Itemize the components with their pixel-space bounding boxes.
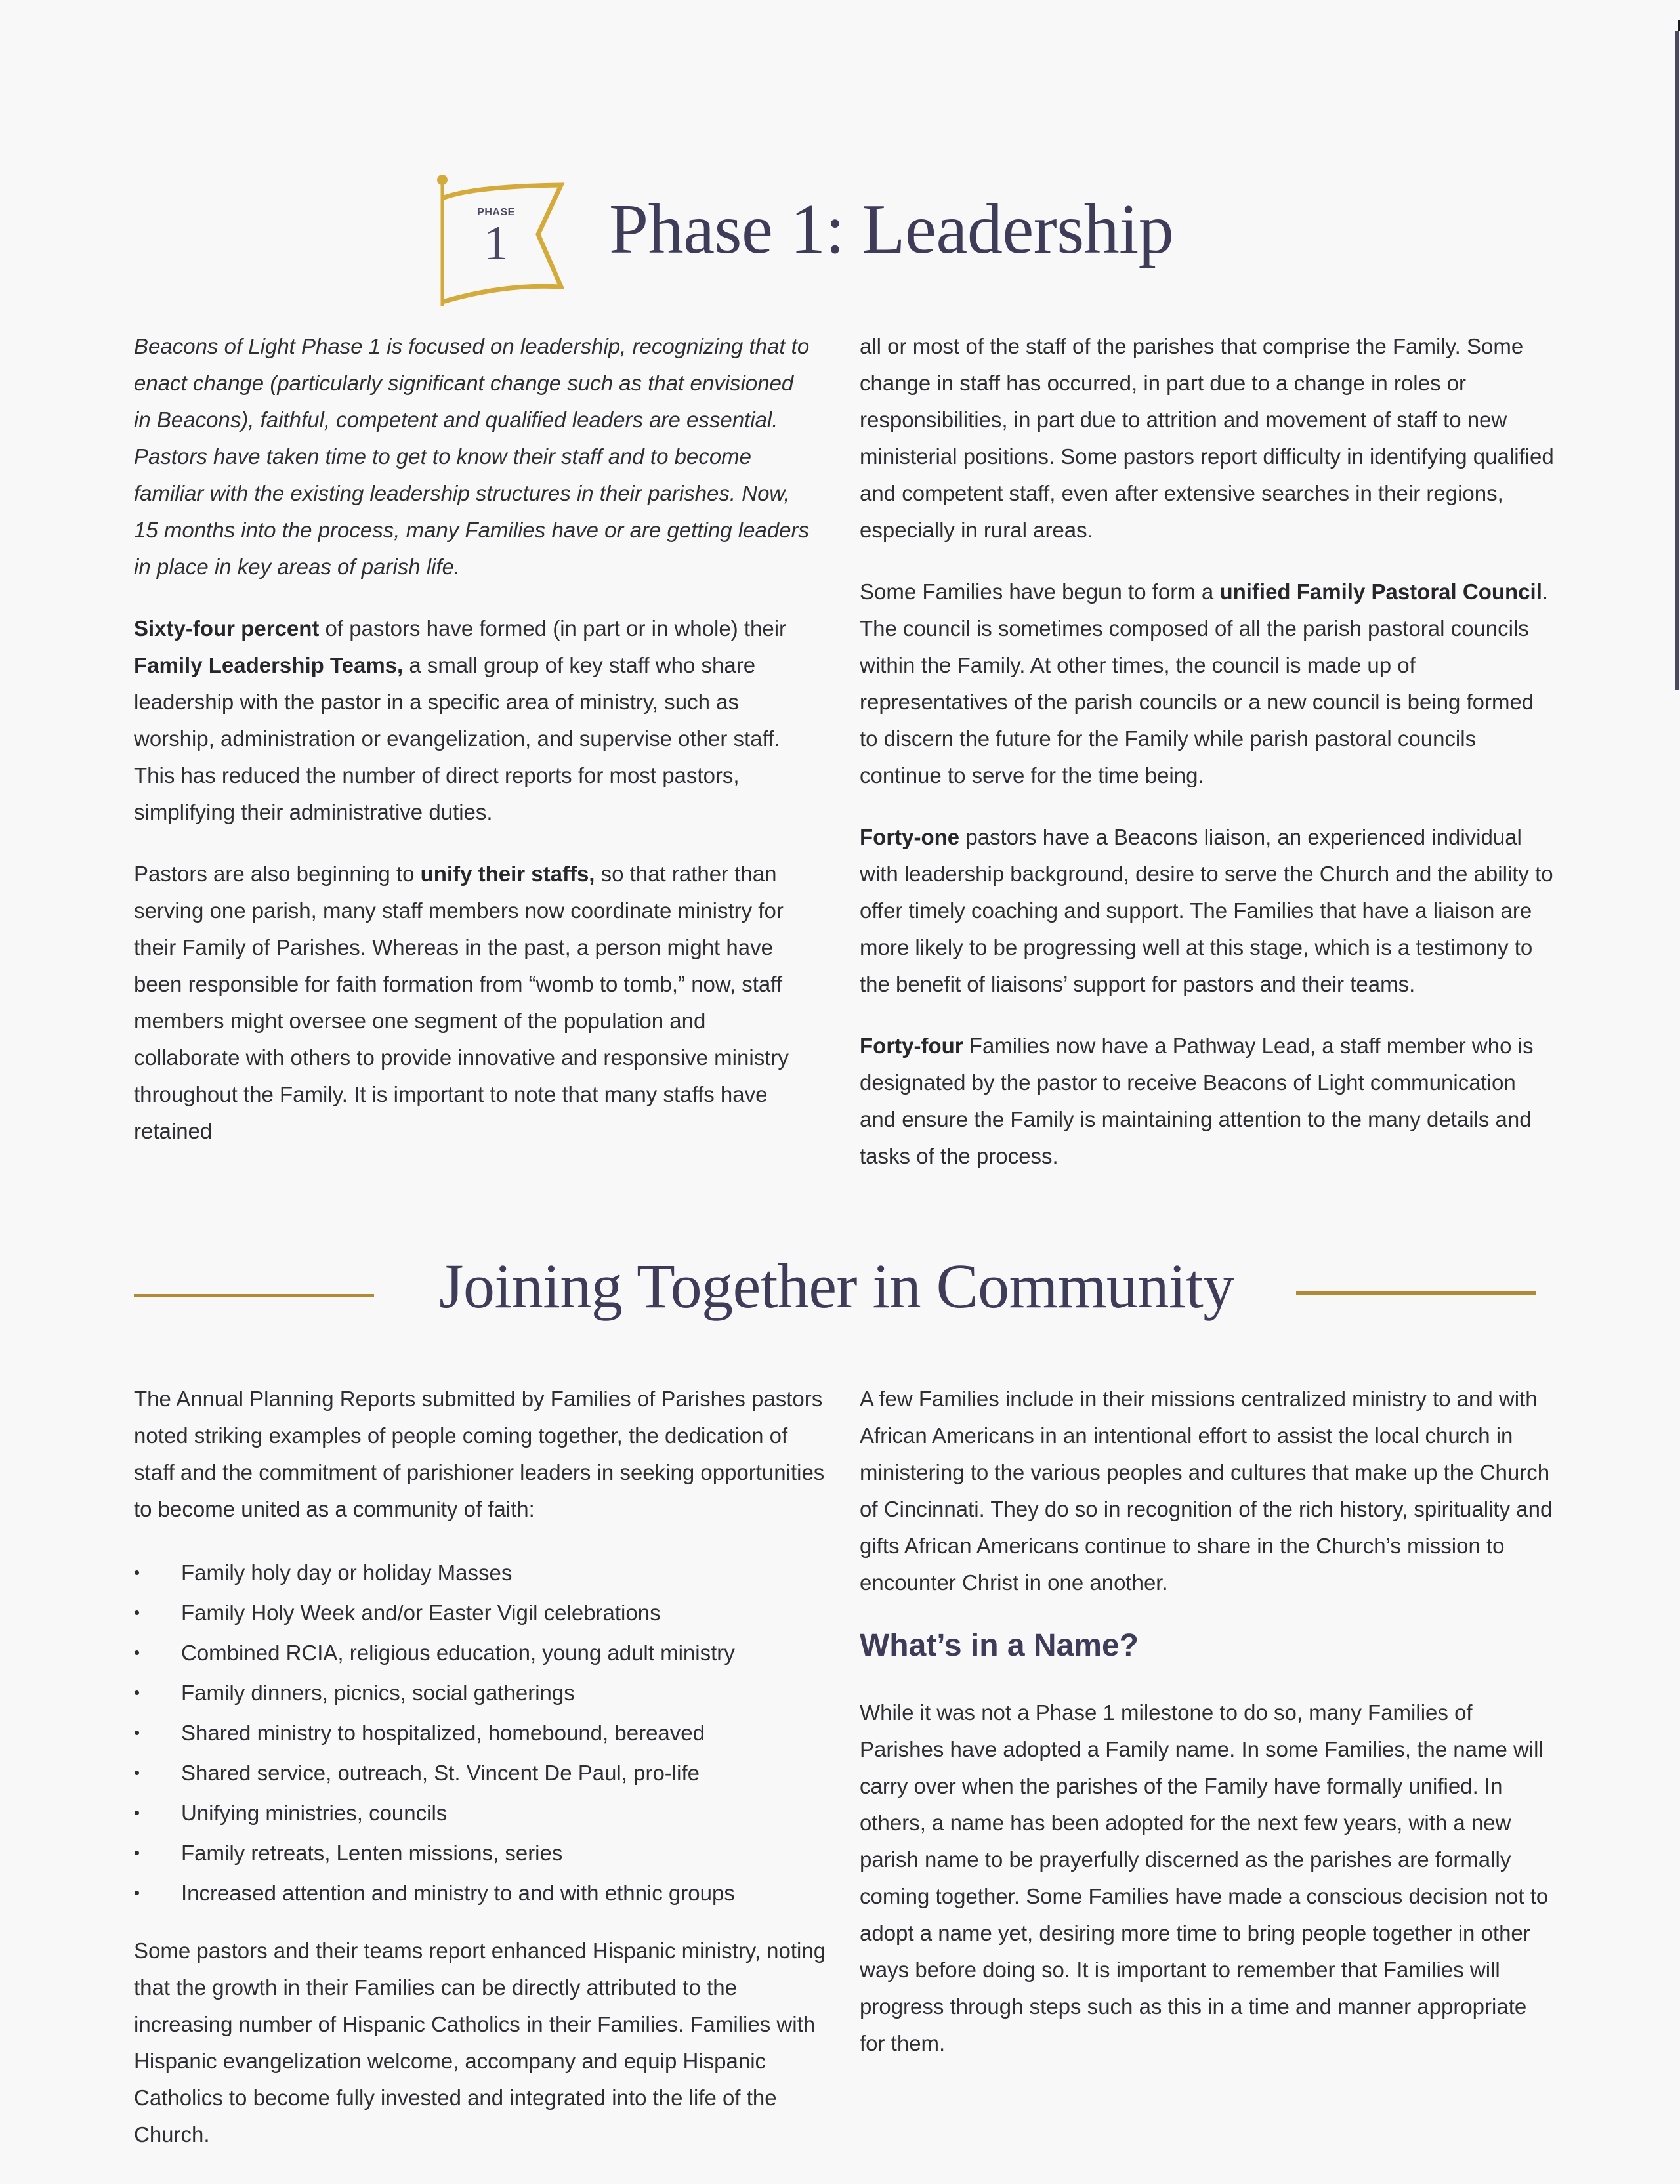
- staffs-continued-paragraph: all or most of the staff of the parishes that comprise the Family. Some change in staff has occurred, in part due to a change in roles or responsibilities, in part due to attrition and movement of staff to new ministerial positions. Some pastors report difficulty in identifying qualified and competent staff, even after extensive searches in their regions, especially in rural areas.: [860, 334, 1554, 542]
- list-item: [134, 1633, 830, 1673]
- stat-forty-four: Forty-four: [860, 1034, 963, 1058]
- section-divider-right: [1296, 1292, 1536, 1295]
- family-leadership-teams-term: Family Leadership Teams,: [134, 653, 404, 677]
- list-item: [134, 1873, 830, 1913]
- bullet-icon: •: [134, 1683, 140, 1702]
- phase-header: [433, 172, 571, 310]
- phase-flag-icon: [433, 172, 571, 310]
- pastoral-council-term: unified Family Pastoral Council: [1219, 579, 1542, 604]
- paragraph-text: pastors have a Beacons liaison, an experienced individual with leadership background, desire to serve the Church and the ability to offer timely coaching and support. The Families that have a liaison are more likely to be progressing well at this stage, which is a testimony to the benefit of liaisons’ support for pastors and their teams.: [860, 825, 1553, 996]
- subheading-whats-in-a-name: What’s in a Name?: [860, 1628, 1139, 1663]
- bullet-icon: •: [134, 1563, 140, 1582]
- phase1-right-column: [860, 328, 1555, 1200]
- section-heading-community: Joining Together in Community: [439, 1251, 1234, 1321]
- list-item: [134, 1753, 830, 1793]
- unify-staffs-paragraph: [134, 856, 816, 1150]
- list-item-text: Shared service, outreach, St. Vincent De Paul, pro-life: [181, 1761, 700, 1785]
- paragraph-text: of pastors have formed (in part or in whole) their: [319, 616, 787, 640]
- list-item: [134, 1593, 830, 1633]
- paragraph-text: . The council is sometimes composed of all the parish pastoral councils within the Family. At other times, the council is made up of representatives of the parish councils or a new council is being formed to discern the future for the Family while parish pastoral councils continue to serve for the time being.: [860, 579, 1549, 788]
- list-item-text: Combined RCIA, religious education, young adult ministry: [181, 1641, 735, 1665]
- pastoral-council-paragraph: [860, 574, 1555, 794]
- stat-forty-one: Forty-one: [860, 825, 960, 849]
- paragraph-text: Some Families have begun to form a: [860, 579, 1220, 604]
- unify-staffs-term: unify their staffs,: [420, 862, 595, 886]
- community-examples-list: [134, 1553, 830, 1913]
- bullet-icon: •: [134, 1803, 140, 1822]
- paragraph-text: so that rather than serving one parish, many staff members now coordinate ministry for their Family of Parishes. Whereas in the past, a person might have been responsible for faith formation from “womb to tomb,” now, staff members might oversee one segment of the population and collaborate with others to provide innovative and responsive ministry throughout the Family. It is important to note that many staffs have retained: [134, 862, 789, 1143]
- scrollbar-thumb[interactable]: [1675, 32, 1679, 690]
- bullet-icon: •: [134, 1603, 140, 1622]
- liaison-paragraph: [860, 819, 1555, 1003]
- pathway-lead-paragraph: [860, 1028, 1555, 1175]
- bullet-icon: •: [134, 1883, 140, 1902]
- flag-phase-number: 1: [484, 217, 509, 270]
- bullet-icon: •: [134, 1763, 140, 1782]
- community-left-column: [134, 1381, 830, 2178]
- bullet-icon: •: [134, 1643, 140, 1662]
- page-title: Phase 1: Leadership: [609, 190, 1174, 268]
- hispanic-ministry-paragraph: Some pastors and their teams report enhanced Hispanic ministry, noting that the growth in their Families can be directly attributed to the increasing number of Hispanic Catholics in their Families. Families with Hispanic evangelization welcome, accompany and equip Hispanic Catholics to become fully invested and integrated into the life of the Church.: [134, 1939, 826, 2147]
- list-item: [134, 1553, 830, 1593]
- list-item-text: Shared ministry to hospitalized, homebound, bereaved: [181, 1721, 705, 1745]
- list-item-text: Family dinners, picnics, social gatherings: [181, 1681, 575, 1705]
- african-american-ministry-paragraph: A few Families include in their missions centralized ministry to and with African Americans in an intentional effort to assist the local church in ministering to the various peoples and cultures that make up the Church of Cincinnati. They do so in recognition of the rich history, spirituality and gifts African Americans continue to share in the Church’s mission to encounter Christ in one another.: [860, 1387, 1553, 1595]
- list-item: [134, 1833, 830, 1873]
- paragraph-text: Families now have a Pathway Lead, a staff member who is designated by the pastor to receive Beacons of Light communication and ensure the Family is maintaining attention to the many details and tasks of the process.: [860, 1034, 1534, 1168]
- community-right-column: [860, 1381, 1555, 2087]
- community-intro: The Annual Planning Reports submitted by Families of Parishes pastors noted striking examples of people coming together, the dedication of staff and the commitment of parishioner leaders in seeking opportunities to become united as a community of faith:: [134, 1387, 825, 1521]
- phase1-intro: Beacons of Light Phase 1 is focused on leadership, recognizing that to enact change (particularly significant change such as that envisioned in Beacons), faithful, competent and qualified leaders are essential. Pastors have taken time to get to know their staff and to become familiar with the existing leadership structures in their parishes. Now, 15 months into the process, many Families have or are getting leaders in place in key areas of parish life.: [134, 334, 810, 579]
- vertical-scrollbar[interactable]: [1673, 0, 1680, 2184]
- bullet-icon: •: [134, 1843, 140, 1862]
- phase1-left-column: [134, 328, 816, 1175]
- list-item: [134, 1793, 830, 1833]
- stat-sixty-four-percent: Sixty-four percent: [134, 616, 320, 640]
- paragraph-text: a small group of key staff who share leadership with the pastor in a specific area of ministry, such as worship, administration or evangelization, and supervise other staff. This has reduced the number of direct reports for most pastors, simplifying their administrative duties.: [134, 653, 780, 824]
- flag-phase-label: PHASE: [477, 207, 515, 218]
- list-item-text: Family retreats, Lenten missions, series: [181, 1841, 563, 1865]
- list-item-text: Unifying ministries, councils: [181, 1801, 448, 1825]
- list-item-text: Family Holy Week and/or Easter Vigil celebrations: [181, 1601, 661, 1625]
- bullet-icon: •: [134, 1723, 140, 1742]
- family-name-paragraph: While it was not a Phase 1 milestone to do so, many Families of Parishes have adopted a Family name. In some Families, the name will carry over when the parishes of the Family have formally unified. In others, a name has been adopted for the next few years, with a new parish name to be prayerfully discerned as the parishes are formally coming together. Some Families have made a conscious decision not to adopt a name yet, desiring more time to bring people together in other ways before doing so. It is important to remember that Families will progress through steps such as this in a time and manner appropriate for them.: [860, 1700, 1549, 2055]
- list-item: [134, 1673, 830, 1713]
- paragraph-text: Pastors are also beginning to: [134, 862, 421, 886]
- list-item-text: Family holy day or holiday Masses: [181, 1561, 513, 1585]
- list-item-text: Increased attention and ministry to and with ethnic groups: [181, 1881, 735, 1905]
- leadership-teams-paragraph: [134, 610, 816, 831]
- list-item: [134, 1713, 830, 1753]
